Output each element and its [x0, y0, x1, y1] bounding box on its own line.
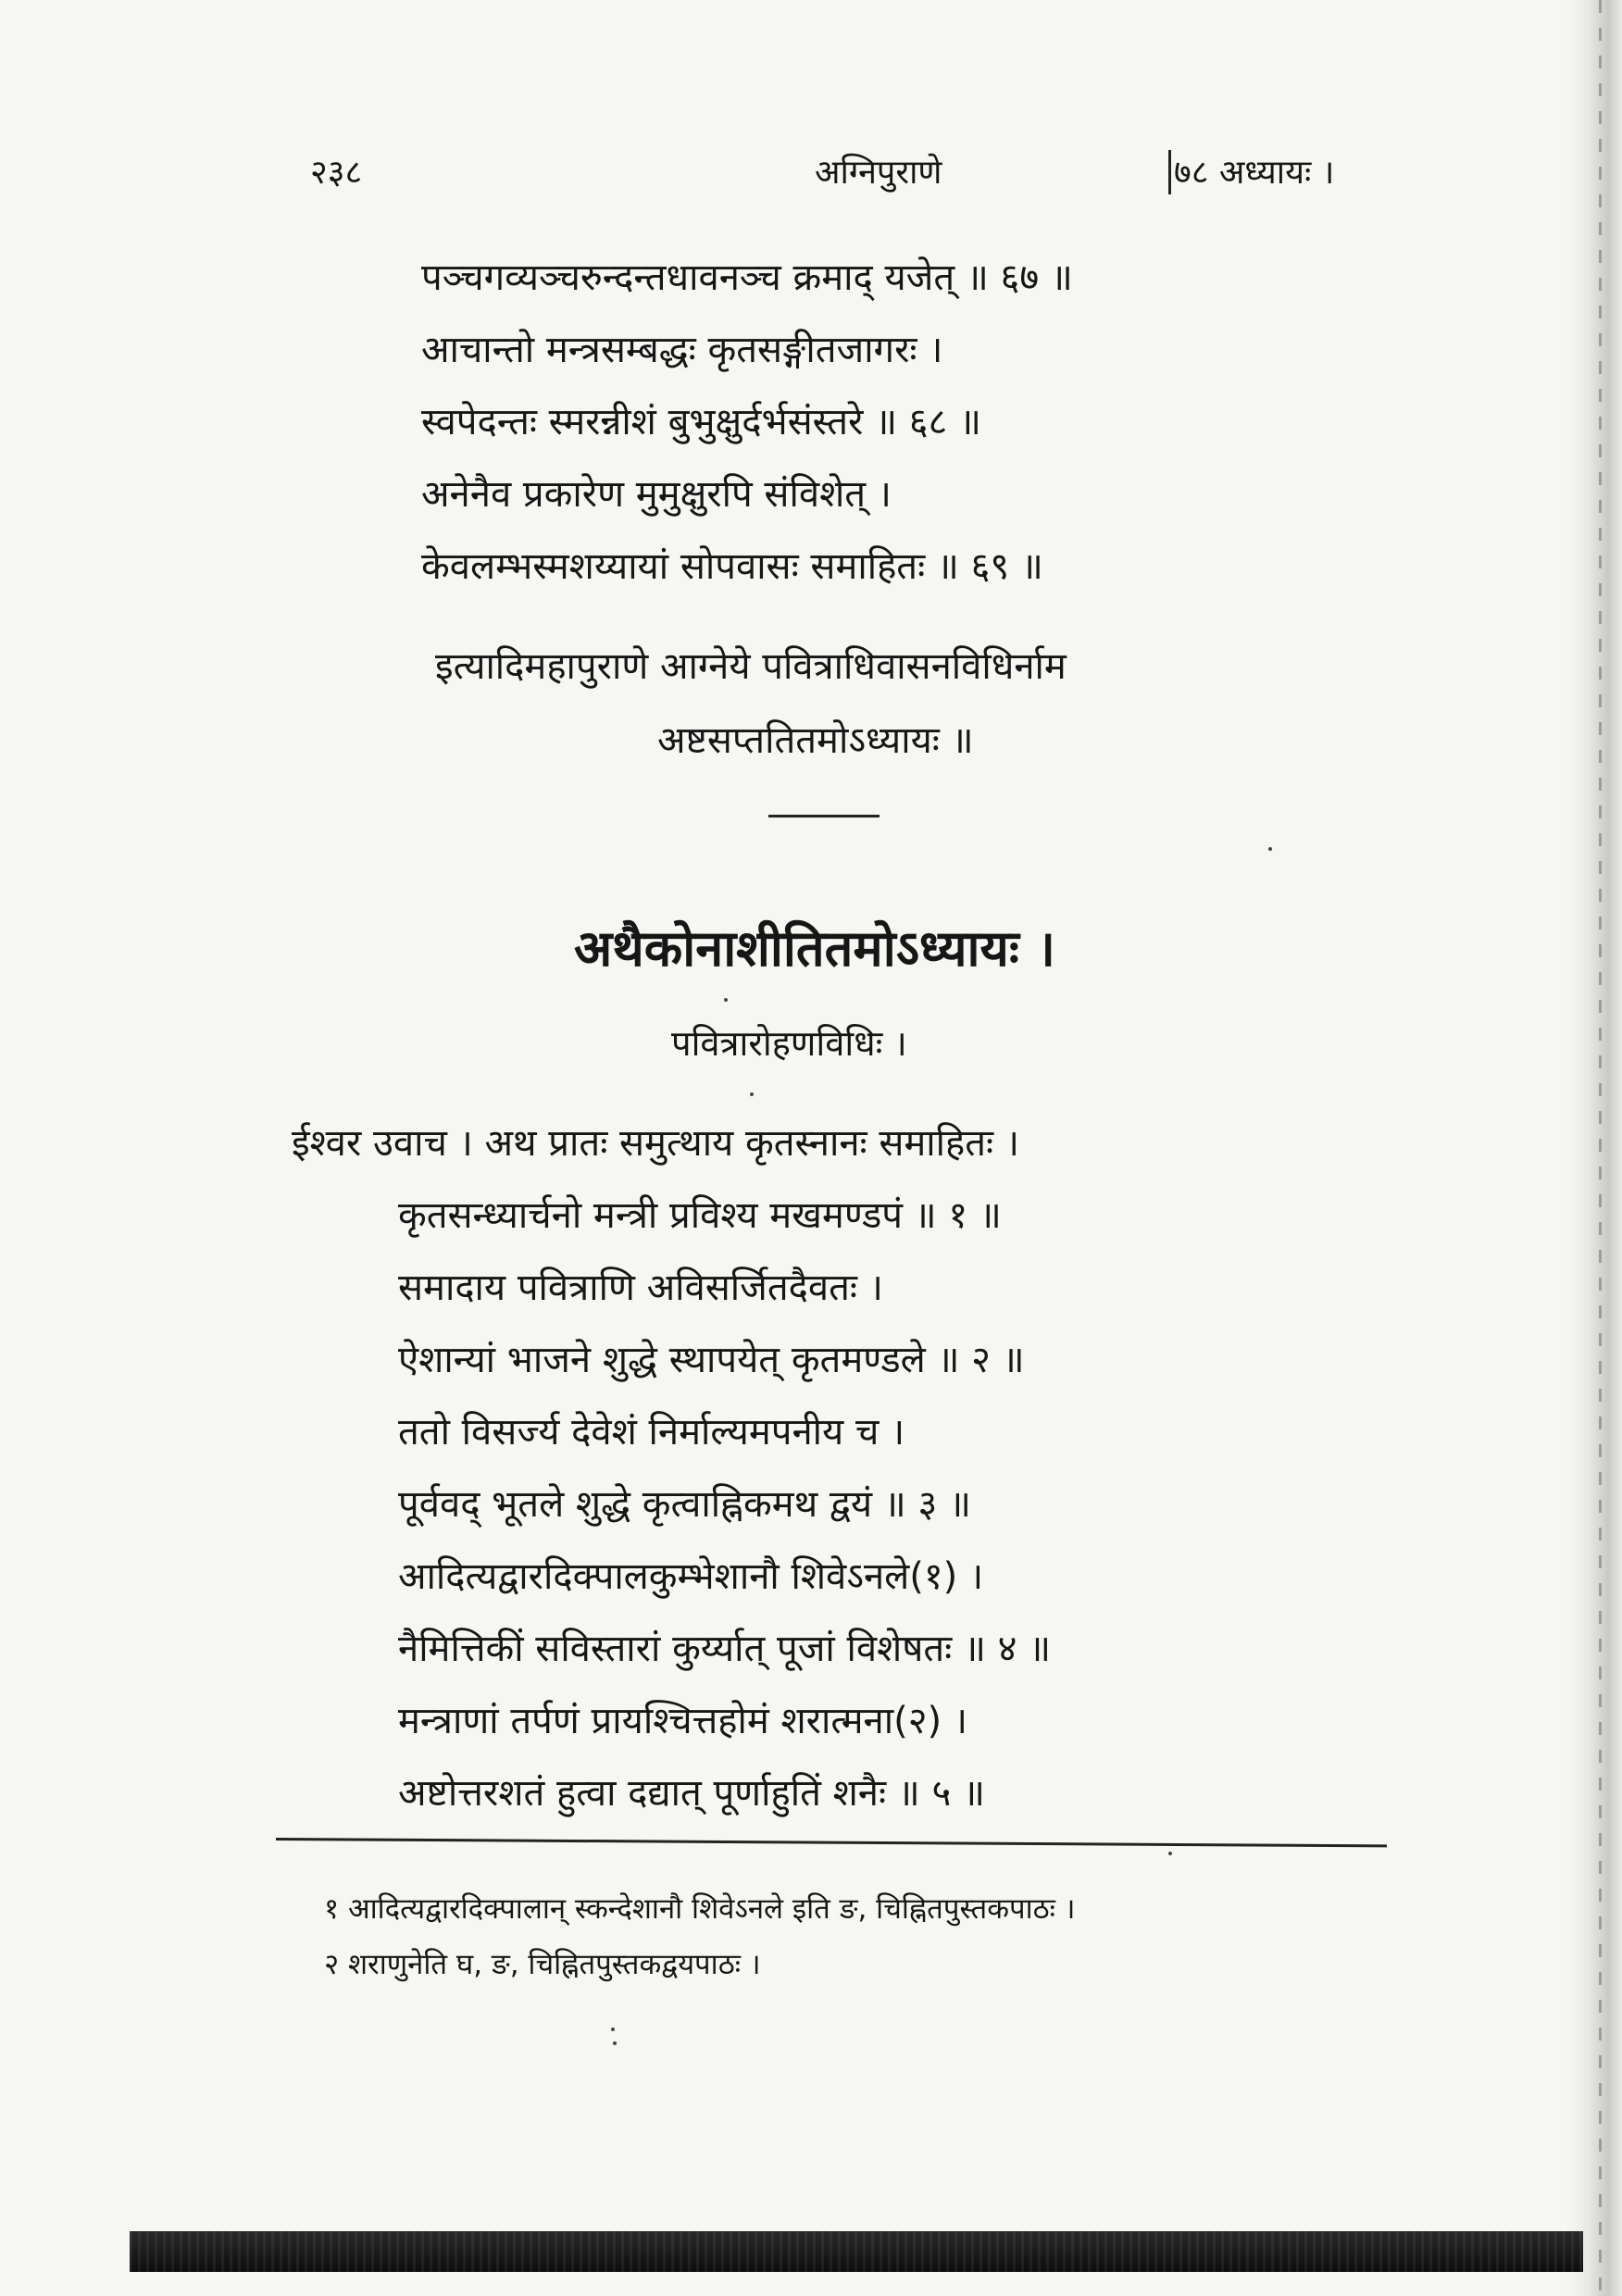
- verse-line: पूर्ववद् भूतले शुद्धे कृत्वाह्निकमथ द्वयं ॥ ३ ॥: [398, 1483, 971, 1526]
- verse-line: ततो विसर्ज्य देवेशं निर्माल्यमपनीय च ।: [398, 1411, 905, 1454]
- page-edge-scan-artifact: [1599, 0, 1602, 2296]
- verse-line: ऐशान्यां भाजने शुद्धे स्थापयेत् कृतमण्डले ॥ २ ॥: [398, 1339, 1025, 1381]
- chapter-reference: ७८ अध्यायः ।: [1174, 154, 1335, 192]
- verse-line: मन्त्राणां तर्पणं प्रायश्चित्तहोमं शरात्मना(२) ।: [398, 1700, 967, 1742]
- scan-speck: [611, 2028, 615, 2031]
- verse-line: ईश्वर उवाच । अथ प्रातः समुत्थाय कृतस्नानः समाहितः ।: [292, 1122, 1019, 1165]
- chapter-title: अथैकोनाशीतितमोऽध्यायः ।: [574, 919, 1056, 978]
- colophon-line-1: इत्यादिमहापुराणे आग्नेये पवित्राधिवासनविधिर्नाम: [435, 645, 1067, 688]
- footnote: १ आदित्यद्वारदिक्पालान् स्कन्देशानौ शिवेऽनले इति ङ, चिह्नितपुस्तकपाठः ।: [324, 1892, 1076, 1926]
- scan-speck: [724, 998, 728, 1002]
- scan-speck: [750, 1092, 754, 1096]
- scan-speck: [1268, 847, 1272, 851]
- page-number: २३८: [310, 154, 363, 192]
- running-title: अग्निपुराणे: [815, 154, 942, 192]
- footnote: २ शराणुनेति घ, ङ, चिह्नितपुस्तकद्वयपाठः ।: [324, 1948, 761, 1981]
- header-divider: [1168, 150, 1171, 194]
- verse-line: स्वपेदन्तः स्मरन्नीशं बुभुक्षुर्दर्भसंस्तरे ॥ ६८ ॥: [421, 401, 982, 443]
- verse-line: नैमित्तिकीं सविस्तारां कुर्य्यात् पूजां विशेषतः ॥ ४ ॥: [398, 1628, 1052, 1670]
- verse-line: आचान्तो मन्त्रसम्बद्धः कृतसङ्गीतजागरः ।: [421, 329, 943, 371]
- page-edge-shadow: [1566, 0, 1622, 2296]
- footnote-rule: [276, 1838, 1387, 1847]
- verse-line: केवलम्भस्मशय्यायां सोपवासः समाहितः ॥ ६९ ॥: [421, 545, 1043, 588]
- verse-line: अष्टोत्तरशतं हुत्वा दद्यात् पूर्णाहुतिं शनैः ॥ ५ ॥: [398, 1772, 985, 1815]
- verse-line: आदित्यद्वारदिक्पालकुम्भेशानौ शिवेऽनले(१) ।: [398, 1555, 984, 1598]
- verse-line: अनेनैव प्रकारेण मुमुक्षुरपि संविशेत् ।: [421, 473, 892, 516]
- scan-speck: [613, 2041, 617, 2045]
- scan-speck: [1168, 1852, 1172, 1855]
- verse-line: समादाय पवित्राणि अविसर्जितदैवतः ।: [398, 1267, 883, 1309]
- verse-line: पञ्चगव्यञ्चरुन्दन्तधावनञ्च क्रमाद् यजेत् ॥ ६७ ॥: [421, 256, 1073, 299]
- section-divider: [768, 815, 880, 817]
- chapter-subtitle: पवित्रारोहणविधिः ।: [671, 1023, 907, 1064]
- verse-line: कृतसन्ध्यार्चनो मन्त्री प्रविश्य मखमण्डपं ॥ १ ॥: [398, 1194, 1002, 1237]
- scan-bottom-band-texture: [130, 2231, 1583, 2272]
- colophon-line-2: अष्टसप्ततितमोऽध्यायः ॥: [657, 719, 974, 762]
